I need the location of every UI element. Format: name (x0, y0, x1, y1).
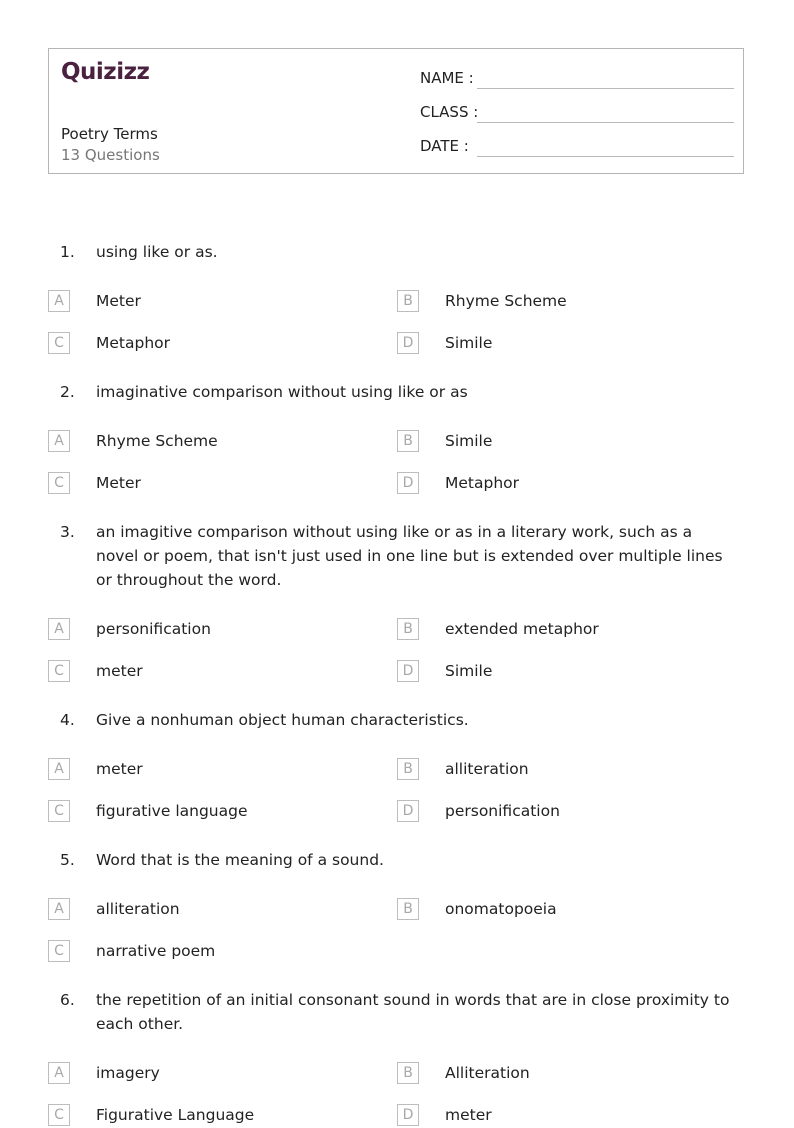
question-count: 13 Questions (61, 146, 160, 164)
class-field[interactable] (420, 100, 734, 124)
question-number: 1. (60, 243, 75, 261)
date-line (477, 156, 734, 157)
question-text: an imagitive comparison without using like or as in a literary work, such as a novel or poem, that isn't just used in one line but is extended over multiple lines or throughout the word. (96, 523, 723, 589)
name-field[interactable] (420, 66, 734, 90)
question-text: Give a nonhuman object human characteristics. (96, 711, 469, 729)
question-number: 6. (60, 991, 75, 1009)
question-text: using like or as. (96, 243, 218, 261)
date-field[interactable] (420, 134, 734, 158)
class-label: CLASS : (420, 103, 479, 121)
question-text: the repetition of an initial consonant sound in words that are in close proximity to each other. (96, 991, 730, 1033)
question-number: 4. (60, 711, 75, 729)
name-label: NAME : (420, 69, 474, 87)
question-number: 2. (60, 383, 75, 401)
question-text: imaginative comparison without using like or as (96, 383, 468, 401)
question-text: Word that is the meaning of a sound. (96, 851, 384, 869)
name-line (477, 88, 734, 89)
date-label: DATE : (420, 137, 469, 155)
question-number: 3. (60, 523, 75, 541)
worksheet-title: Poetry Terms (61, 125, 158, 143)
class-line (477, 122, 734, 123)
worksheet-header (48, 48, 744, 174)
question-number: 5. (60, 851, 75, 869)
quizizz-logo: Quizizz (61, 59, 150, 85)
